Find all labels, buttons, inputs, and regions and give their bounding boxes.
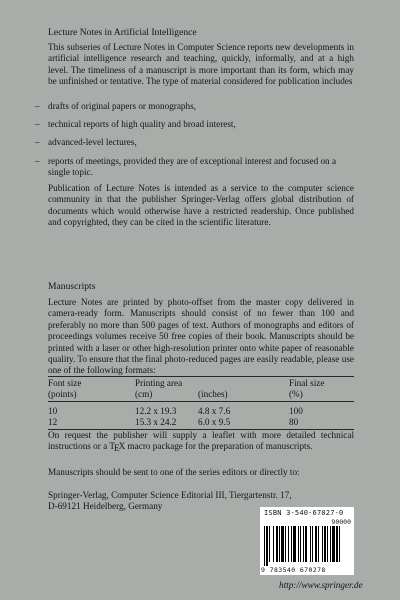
- cell-area-inches: 4.8 x 7.6: [198, 406, 231, 416]
- table-row: [48, 402, 354, 418]
- cell-font-size: 10: [48, 406, 58, 416]
- table-header-row: [48, 377, 354, 390]
- unit-points: (points): [48, 389, 135, 402]
- table-units-row: [48, 389, 354, 402]
- tex-logo: TEX: [109, 441, 126, 454]
- cell-font-size: 12: [48, 417, 135, 430]
- unit-percent: (%): [289, 389, 354, 402]
- cell-final-size: 80: [289, 417, 354, 430]
- address-line: D-69121 Heidelberg, Germany: [48, 501, 163, 512]
- header-blank: [198, 377, 289, 390]
- price-code: 90000: [331, 518, 351, 526]
- header-final-size: Final size: [289, 377, 354, 390]
- barcode-label: [260, 507, 354, 575]
- barcode-image: [264, 526, 350, 566]
- header-printing-area: Printing area: [135, 377, 198, 390]
- cell-final-size: 100: [289, 406, 303, 416]
- header-font-size: Font size: [48, 377, 135, 390]
- ean-number: 9 783540 670278: [261, 566, 326, 574]
- publication-paragraph: Publication of Lecture Notes is intended as a service to the computer science community in that the publisher Springer-Verlag offers global distribution of documents which would otherwise have a restricted readership. Once published and copyrighted, they can be cited in the scientific literature.: [48, 183, 354, 228]
- list-item: – reports of meetings, provided they are of exceptional interest and focused on a single topic.: [35, 155, 337, 178]
- manuscripts-heading: Manuscripts: [48, 281, 96, 292]
- manuscripts-paragraph: Lecture Notes are printed by photo-offset from the master copy delivered in camera-ready form. Manuscripts should consist of no fewer than 100 and preferably no more than 500 pages of text. Authors of monographs and editors of proceedings volumes receive 50 free copies of their book. Manuscripts should be printed with a laser or other high-resolution printer onto white paper of reasonable quality. To ensure that the final photo-reduced pages are easily readable, please use one of the following formats:: [48, 297, 354, 376]
- unit-cm: (cm): [135, 389, 198, 402]
- cell-area-cm: 15.3 x 24.2: [135, 417, 198, 430]
- isbn-text: ISBN 3-540-67027-0: [264, 509, 344, 517]
- unit-inches: (inches): [198, 389, 289, 402]
- cell-area-inches: 6.0 x 9.5: [198, 417, 289, 430]
- material-list: [35, 101, 355, 185]
- list-item: – technical reports of high quality and broad interest,: [35, 119, 236, 130]
- cell-area-cm: 12.2 x 19.3: [135, 406, 177, 416]
- series-title: Lecture Notes in Artificial Intelligence: [48, 27, 197, 38]
- list-item: – advanced-level lectures,: [35, 137, 137, 148]
- table-row: [48, 417, 354, 430]
- address-line: Springer-Verlag, Computer Science Editorial III, Tiergartenstr. 17,: [48, 490, 292, 500]
- intro-paragraph: This subseries of Lecture Notes in Computer Science reports new developments in artificial intelligence research and teaching, quickly, informally, and at a high level. The timeliness of a manuscript is more important than its form, which may be unfinished or tentative. The type of material considered for publication includes: [48, 42, 354, 87]
- website-link[interactable]: http://www.springer.de: [279, 580, 363, 590]
- list-item: – drafts of original papers or monographs,: [35, 101, 196, 111]
- send-note: Manuscripts should be sent to one of the series editors or directly to:: [48, 467, 300, 477]
- publisher-address: [48, 490, 292, 513]
- leaflet-paragraph: On request the publisher will supply a leaflet with more detailed technical instructions or a TEX macro package for the preparation of manuscripts.: [48, 430, 354, 454]
- formats-table: [48, 376, 354, 430]
